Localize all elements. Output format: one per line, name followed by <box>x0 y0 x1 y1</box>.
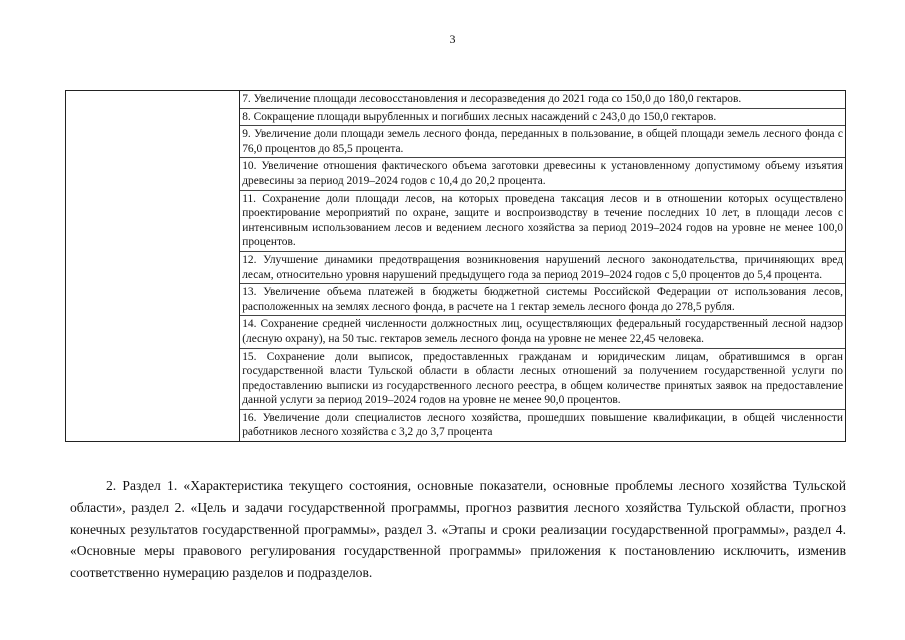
list-item-15: 15. Сохранение доли выписок, предоставленных гражданам и юридическим лицам, обратившимся в орган государственной власти Тульской области в области лесных отношений за получением государственной услуги по предоставлению выписки из государственного лесного реестра, в общем количестве принятых заявок на предоставление данной услуги за период 2019–2024 годов на уровне не менее 90,0 процентов. <box>240 349 845 410</box>
body-paragraph: 2. Раздел 1. «Характеристика текущего состояния, основные показатели, основные проблемы лесного хозяйства Тульской области», раздел 2. «Цель и задачи государственной программы, прогноз развития лесного хозяйства Тульской области, прогноз конечных результатов государственной программы», раздел 3. «Этапы и сроки реализации государственной программы», раздел 4. «Основные меры правового регулирования государственной программы» приложения к постановлению исключить, изменив соответственно нумерацию разделов и подразделов. <box>70 478 846 581</box>
list-item-14: 14. Сохранение средней численности должностных лиц, осуществляющих федеральный государственный лесной надзор (лесную охрану), на 50 тыс. гектаров земель лесного фонда на уровне не менее 22,45 человека. <box>240 316 845 348</box>
list-item-12: 12. Улучшение динамики предотвращения возникновения нарушений лесного законодательства, причиняющих вред лесам, относительно уровня нарушений предыдущего года за период 2019–2024 годов с 5,0 процентов до 5,4 процента. <box>240 252 845 284</box>
list-item-7: 7. Увеличение площади лесовосстановления и лесоразведения до 2021 года со 150,0 до 180,0 гектаров. <box>240 91 845 109</box>
list-item-16: 16. Увеличение доли специалистов лесного хозяйства, прошедших повышение квалификации, в общей численности работников лесного хозяйства с 3,2 до 3,7 процента <box>242 411 843 439</box>
table-left-cell <box>66 91 240 442</box>
page-number: 3 <box>449 32 456 46</box>
table-row <box>66 91 846 442</box>
list-item-8: 8. Сокращение площади вырубленных и погибших лесных насаждений с 243,0 до 150,0 гектаров. <box>240 109 845 127</box>
list-item-13: 13. Увеличение объема платежей в бюджеты бюджетной системы Российской Федерации от использования лесов, расположенных на землях лесного фонда, в расчете на 1 гектар земель лесного фонда до 278,5 рубля. <box>240 284 845 316</box>
indicators-table <box>65 90 846 442</box>
table-right-cell <box>240 91 846 442</box>
list-item-11: 11. Сохранение доли площади лесов, на которых проведена таксация лесов и в отношении которых осуществлено проектирование мероприятий по охране, защите и воспроизводству в течение последних 10 лет, в площади лесов с интенсивным использованием лесов и ведением лесного хозяйства за период 2019–2024 годов на уровне не менее 100,0 процентов. <box>240 191 845 252</box>
list-item-9: 9. Увеличение доли площади земель лесного фонда, переданных в пользование, в общей площади земель лесного фонда с 76,0 процентов до 85,5 процента. <box>240 126 845 158</box>
list-item-10: 10. Увеличение отношения фактического объема заготовки древесины к установленному допустимому объему изъятия древесины за период 2019–2024 годов с 10,4 до 20,2 процента. <box>240 158 845 190</box>
